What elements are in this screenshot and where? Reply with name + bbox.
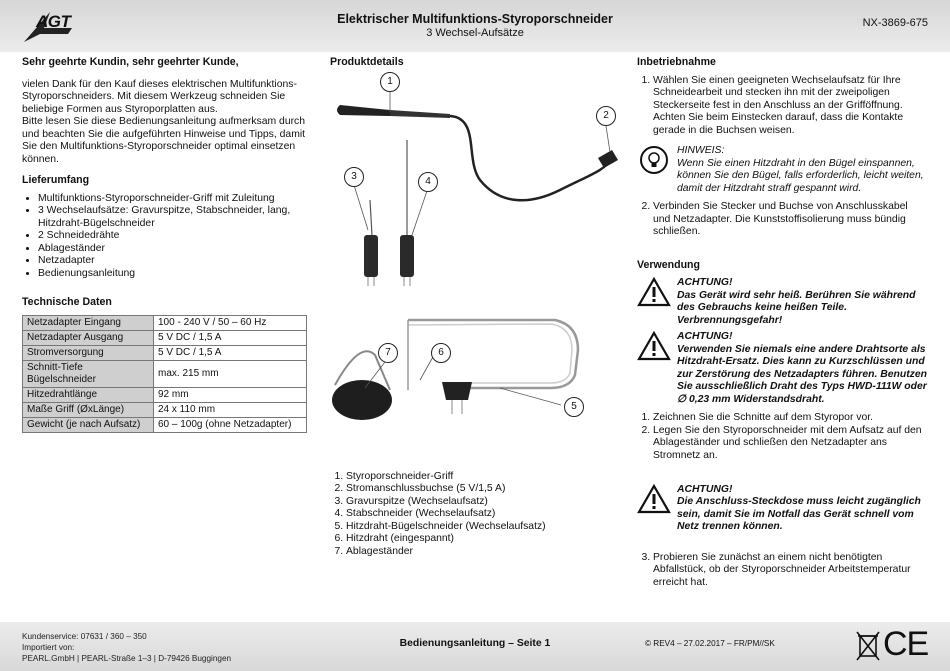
list-item: 6. Hitzdraht (eingespannt) bbox=[346, 533, 620, 545]
product-legend bbox=[330, 471, 620, 558]
hint-title: HINWEIS: bbox=[677, 145, 725, 157]
warning-box bbox=[637, 277, 927, 327]
list-item: 2. Stromanschlussbuchse (5 V/1,5 A) bbox=[346, 483, 620, 495]
table-value: max. 215 mm bbox=[154, 360, 307, 387]
callout-2: 2 bbox=[596, 106, 616, 126]
list-item: 2. Verbinden Sie Stecker und Buchse von Anschlusskabel und Netzadapter. Die Kunststoffisolierung muss bündig schließen. bbox=[653, 201, 927, 238]
warning-title: ACHTUNG! bbox=[677, 331, 733, 343]
table-key: Stromversorgung bbox=[23, 345, 154, 360]
rod-cutter-icon bbox=[400, 140, 414, 286]
table-row bbox=[23, 387, 307, 402]
table-key: Schnitt-Tiefe Bügelschneider bbox=[23, 360, 154, 387]
list-item: 1. Styroporschneider-Griff bbox=[346, 471, 620, 483]
handle-icon bbox=[337, 105, 618, 200]
hint-box bbox=[637, 145, 927, 195]
list-item: 1. Zeichnen Sie die Schnitte auf dem Styropor vor. bbox=[653, 412, 927, 424]
list-item: 3. Probieren Sie zunächst an einem nicht benötigten Abfallstück, ob der Styroporschneider Arbeitstemperatur erreicht hat. bbox=[653, 552, 927, 589]
table-value: 5 V DC / 1,5 A bbox=[154, 330, 307, 345]
page-subtitle: 3 Wechsel-Aufsätze bbox=[426, 27, 524, 39]
list-item: 4. Stabschneider (Wechselaufsatz) bbox=[346, 508, 620, 520]
list-item: • 2 Schneidedrähte bbox=[38, 230, 307, 242]
footer-page: Bedienungsanleitung – Seite 1 bbox=[399, 638, 551, 649]
callout-5: 5 bbox=[564, 397, 584, 417]
list-item: 5. Hitzdraht-Bügelschneider (Wechselaufsatz) bbox=[346, 521, 620, 533]
footer-address: PEARL.GmbH | PEARL-Straße 1–3 | D-79426 Buggingen bbox=[22, 654, 232, 663]
footer-service: Kundenservice: 07631 / 360 – 350 bbox=[22, 632, 147, 641]
bow-cutter-icon bbox=[408, 320, 578, 414]
column-intro bbox=[22, 56, 307, 433]
warning-title: ACHTUNG! bbox=[677, 277, 733, 289]
callout-1: 1 bbox=[380, 72, 400, 92]
column-usage bbox=[637, 56, 927, 589]
warning-icon bbox=[637, 331, 671, 361]
list-item: • Bedienungsanleitung bbox=[38, 268, 307, 280]
table-key: Gewicht (je nach Aufsatz) bbox=[23, 417, 154, 432]
callout-3: 3 bbox=[344, 167, 364, 187]
table-value: 92 mm bbox=[154, 387, 307, 402]
use-title: Verwendung bbox=[637, 258, 700, 271]
list-item: • Multifunktions-Styroporschneider-Griff mit Zuleitung bbox=[38, 193, 307, 205]
ce-mark: CE bbox=[883, 625, 929, 663]
hint-text: Wenn Sie einen Hitzdraht in den Bügel einspannen, können Sie den Bügel, falls erforderlich, leicht weiten, damit der Hitzdraht straff gespannt wird. bbox=[677, 157, 924, 194]
tech-table bbox=[22, 315, 307, 433]
engraving-tip-icon bbox=[364, 200, 378, 286]
table-row bbox=[23, 315, 307, 330]
table-value: 100 - 240 V / 50 – 60 Hz bbox=[154, 315, 307, 330]
table-value: 60 – 100g (ohne Netzadapter) bbox=[154, 417, 307, 432]
logo-text: AGT bbox=[36, 12, 71, 31]
callout-7: 7 bbox=[378, 343, 398, 363]
table-row bbox=[23, 330, 307, 345]
product-code: NX-3869-675 bbox=[862, 17, 928, 29]
setup-title: Inbetriebnahme bbox=[637, 56, 716, 68]
table-row bbox=[23, 402, 307, 417]
weee-bin-icon bbox=[855, 628, 881, 662]
warning-box bbox=[637, 484, 927, 534]
table-key: Netzadapter Eingang bbox=[23, 315, 154, 330]
table-row bbox=[23, 345, 307, 360]
footer-revision: © REV4 – 27.02.2017 – FR/PM//SK bbox=[645, 639, 775, 648]
intro-text-2: Bitte lesen Sie diese Bedienungsanleitung aufmerksam durch und beachten Sie die aufgeführten Hinweise und Tipps, damit Sie den Multifunktions-Styroporschneider optimal einsetzen können. bbox=[22, 116, 306, 165]
scope-title: Lieferumfang bbox=[22, 174, 90, 187]
scope-list bbox=[22, 193, 307, 280]
list-item: 2. Legen Sie den Styroporschneider mit dem Aufsatz auf den Ablageständer und schließen den Netzadapter ans Stromnetz an. bbox=[653, 425, 927, 462]
table-value: 5 V DC / 1,5 A bbox=[154, 345, 307, 360]
warning-icon bbox=[637, 277, 671, 307]
list-item: 3. Gravurspitze (Wechselaufsatz) bbox=[346, 496, 620, 508]
table-row bbox=[23, 417, 307, 432]
greeting: Sehr geehrte Kundin, sehr geehrter Kunde, bbox=[22, 56, 239, 68]
product-title: Produktdetails bbox=[330, 56, 404, 68]
warning-text: Die Anschluss-Steckdose muss leicht zugänglich sein, damit Sie im Notfall das Gerät schnell vom Netz trennen können. bbox=[677, 496, 921, 533]
table-value: 24 x 110 mm bbox=[154, 402, 307, 417]
intro-text: vielen Dank für den Kauf dieses elektrischen Multifunktions-Styroporschneiders. Mit diesem Werkzeug schneiden Sie beliebige Formen aus Styroporplatten aus. bbox=[22, 78, 297, 115]
tech-title: Technische Daten bbox=[22, 296, 112, 309]
table-row bbox=[23, 360, 307, 387]
warning-icon bbox=[637, 484, 671, 514]
list-item: 7. Ablageständer bbox=[346, 546, 620, 558]
list-item: 1. Wählen Sie einen geeigneten Wechselaufsatz für Ihre Schneidearbeit und stecken ihn mit der zweipoligen Steckerseite fest in den Anschluss an der Grifföffnung. Achten Sie beim Einstecken darauf, dass die Kontakte gerade in die Buchsen weisen. bbox=[653, 75, 927, 137]
warning-title: ACHTUNG! bbox=[677, 484, 733, 495]
warning-text: Verwenden Sie niemals eine andere Drahtsorte als Hitzdraht-Ersatz. Dies kann zu Kurzschlüssen und zur Zerstörung des Netzadapters führen. Benutzen Sie ausschließlich Draht des Typs HWD-111W oder ∅ 0,23 mm Widerstandsdraht. bbox=[677, 343, 927, 405]
list-item: • Netzadapter bbox=[38, 255, 307, 267]
list-item: • 3 Wechselaufsätze: Gravurspitze, Stabschneider, lang, Hitzdraht-Bügelschneider bbox=[38, 205, 307, 230]
callout-4: 4 bbox=[418, 172, 438, 192]
footer-importer: Importiert von: bbox=[22, 643, 75, 652]
warning-text: Das Gerät wird sehr heiß. Berühren Sie während des Gebrauchs keine heißen Teile. Verbrennungsgefahr! bbox=[677, 289, 916, 326]
table-key: Maße Griff (ØxLänge) bbox=[23, 402, 154, 417]
lightbulb-icon bbox=[637, 145, 671, 175]
table-key: Netzadapter Ausgang bbox=[23, 330, 154, 345]
table-key: Hitzedrahtlänge bbox=[23, 387, 154, 402]
callout-6: 6 bbox=[431, 343, 451, 363]
warning-box bbox=[637, 331, 927, 406]
list-item: • Ablageständer bbox=[38, 243, 307, 255]
page-title: Elektrischer Multifunktions-Styroporschneider bbox=[337, 12, 613, 26]
